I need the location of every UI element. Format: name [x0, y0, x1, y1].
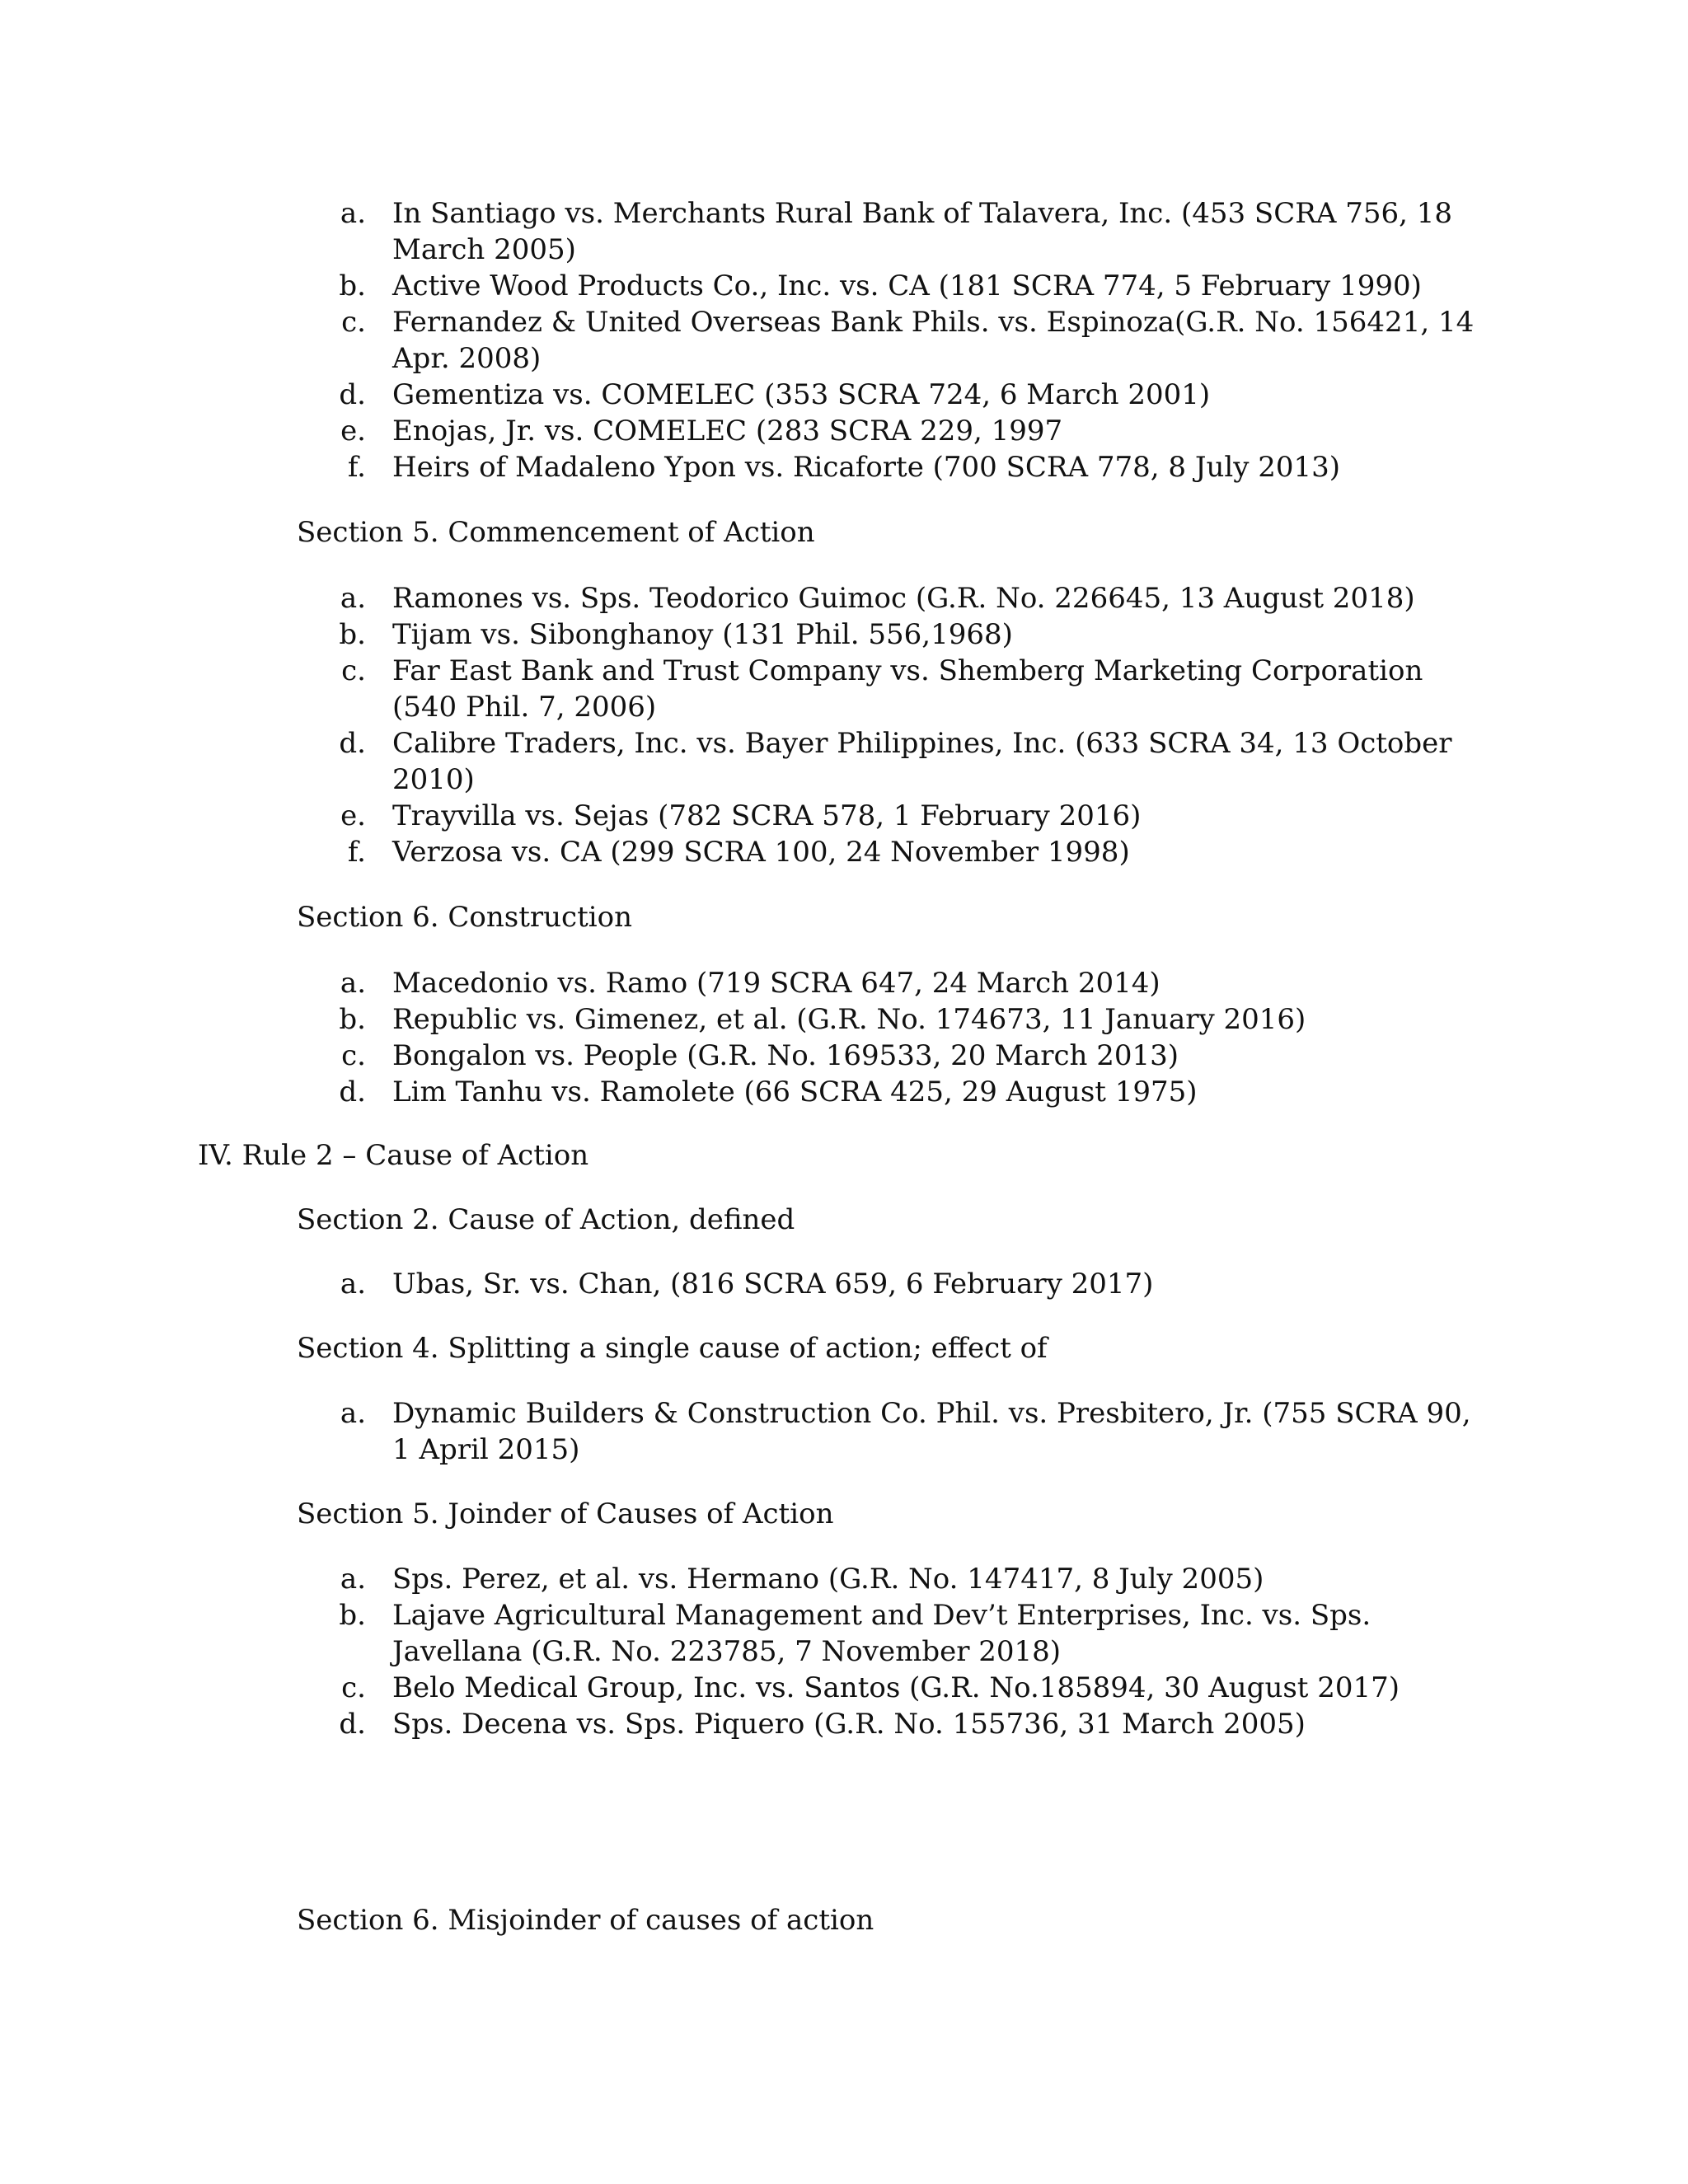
- list-letter: f.: [347, 451, 366, 484]
- list-letter: d.: [339, 1708, 366, 1741]
- case-list: [340, 1395, 1490, 1468]
- case-citation: Calibre Traders, Inc. vs. Bayer Philippines, Inc. (633 SCRA 34, 13 October 2010): [392, 727, 1452, 796]
- list-letter: a.: [340, 1397, 366, 1430]
- list-item: [339, 616, 1490, 653]
- rule-heading: IV. Rule 2 – Cause of Action: [198, 1139, 589, 1172]
- case-citation: Ramones vs. Sps. Teodorico Guimoc (G.R. No. 226645, 13 August 2018): [392, 582, 1415, 615]
- section-heading: Section 5. Commencement of Action: [297, 516, 815, 549]
- list-letter: c.: [341, 1039, 366, 1072]
- list-item: [347, 834, 1490, 870]
- list-item: [341, 653, 1490, 725]
- list-item: [340, 1561, 1490, 1597]
- list-letter: c.: [341, 306, 366, 339]
- list-letter: e.: [340, 799, 366, 832]
- case-list: [339, 195, 1490, 485]
- case-citation: Gementiza vs. COMELEC (353 SCRA 724, 6 March 2001): [392, 378, 1211, 411]
- case-citation: In Santiago vs. Merchants Rural Bank of Talavera, Inc. (453 SCRA 756, 18 March 2005): [392, 197, 1452, 266]
- case-list: [339, 580, 1490, 870]
- case-citation: Lajave Agricultural Management and Dev’t Enterprises, Inc. vs. Sps. Javellana (G.R. No. 223785, 7 November 2018): [392, 1599, 1372, 1668]
- list-letter: b.: [339, 1599, 366, 1632]
- list-letter: f.: [347, 836, 366, 869]
- case-citation: Verzosa vs. CA (299 SCRA 100, 24 November 1998): [392, 836, 1130, 869]
- list-item: [340, 1395, 1490, 1468]
- case-list: [339, 1561, 1490, 1742]
- case-citation: Far East Bank and Trust Company vs. Shemberg Marketing Corporation (540 Phil. 7, 2006): [392, 654, 1423, 724]
- list-letter: c.: [341, 654, 366, 687]
- case-citation: Heirs of Madaleno Ypon vs. Ricaforte (700 SCRA 778, 8 July 2013): [392, 451, 1341, 484]
- case-citation: Bongalon vs. People (G.R. No. 169533, 20 March 2013): [392, 1039, 1179, 1072]
- case-list: [339, 965, 1490, 1110]
- case-citation: Macedonio vs. Ramo (719 SCRA 647, 24 March 2014): [392, 967, 1160, 1000]
- case-citation: Republic vs. Gimenez, et al. (G.R. No. 174673, 11 January 2016): [392, 1003, 1306, 1036]
- list-letter: b.: [339, 618, 366, 651]
- list-letter: a.: [340, 967, 366, 1000]
- section-heading: Section 5. Joinder of Causes of Action: [297, 1497, 834, 1530]
- case-citation: Belo Medical Group, Inc. vs. Santos (G.R. No.185894, 30 August 2017): [392, 1671, 1400, 1704]
- list-item: [347, 449, 1490, 485]
- case-citation: Fernandez & United Overseas Bank Phils. vs. Espinoza(G.R. No. 156421, 14 Apr. 2008): [392, 306, 1475, 375]
- list-item: [339, 268, 1490, 304]
- case-citation: Enojas, Jr. vs. COMELEC (283 SCRA 229, 1997: [392, 415, 1063, 448]
- case-citation: Lim Tanhu vs. Ramolete (66 SCRA 425, 29 August 1975): [392, 1076, 1198, 1108]
- list-item: [341, 304, 1490, 377]
- list-letter: d.: [339, 727, 366, 760]
- list-letter: d.: [339, 1076, 366, 1108]
- list-letter: a.: [340, 197, 366, 230]
- list-letter: a.: [340, 1268, 366, 1301]
- list-letter: b.: [339, 269, 366, 302]
- list-item: [339, 725, 1490, 798]
- list-item: [339, 1001, 1490, 1038]
- list-item: [340, 580, 1490, 616]
- list-item: [339, 377, 1490, 413]
- list-letter: c.: [341, 1671, 366, 1704]
- section-heading: Section 6. Misjoinder of causes of action: [297, 1904, 874, 1937]
- section-heading: Section 2. Cause of Action, defined: [297, 1203, 795, 1236]
- list-letter: a.: [340, 1563, 366, 1596]
- list-item: [340, 965, 1490, 1001]
- section-heading: Section 6. Construction: [297, 901, 633, 934]
- case-citation: Trayvilla vs. Sejas (782 SCRA 578, 1 February 2016): [392, 799, 1142, 832]
- list-letter: e.: [340, 415, 366, 448]
- list-item: [339, 1074, 1490, 1110]
- case-citation: Tijam vs. Sibonghanoy (131 Phil. 556,1968): [392, 618, 1013, 651]
- list-item: [340, 413, 1490, 449]
- list-item: [341, 1670, 1490, 1706]
- case-citation: Sps. Perez, et al. vs. Hermano (G.R. No. 147417, 8 July 2005): [392, 1563, 1264, 1596]
- list-letter: b.: [339, 1003, 366, 1036]
- list-item: [339, 1597, 1490, 1670]
- list-item: [340, 798, 1490, 834]
- case-list: [340, 1266, 1490, 1302]
- case-citation: Dynamic Builders & Construction Co. Phil. vs. Presbitero, Jr. (755 SCRA 90, 1 April 2015): [392, 1397, 1471, 1466]
- list-item: [339, 1706, 1490, 1742]
- list-item: [340, 1266, 1490, 1302]
- section-heading: Section 4. Splitting a single cause of action; effect of: [297, 1332, 1048, 1365]
- case-citation: Sps. Decena vs. Sps. Piquero (G.R. No. 155736, 31 March 2005): [392, 1708, 1306, 1741]
- list-letter: d.: [339, 378, 366, 411]
- list-item: [341, 1038, 1490, 1074]
- case-citation: Active Wood Products Co., Inc. vs. CA (181 SCRA 774, 5 February 1990): [392, 269, 1422, 302]
- list-item: [340, 195, 1490, 268]
- list-letter: a.: [340, 582, 366, 615]
- case-citation: Ubas, Sr. vs. Chan, (816 SCRA 659, 6 February 2017): [392, 1268, 1154, 1301]
